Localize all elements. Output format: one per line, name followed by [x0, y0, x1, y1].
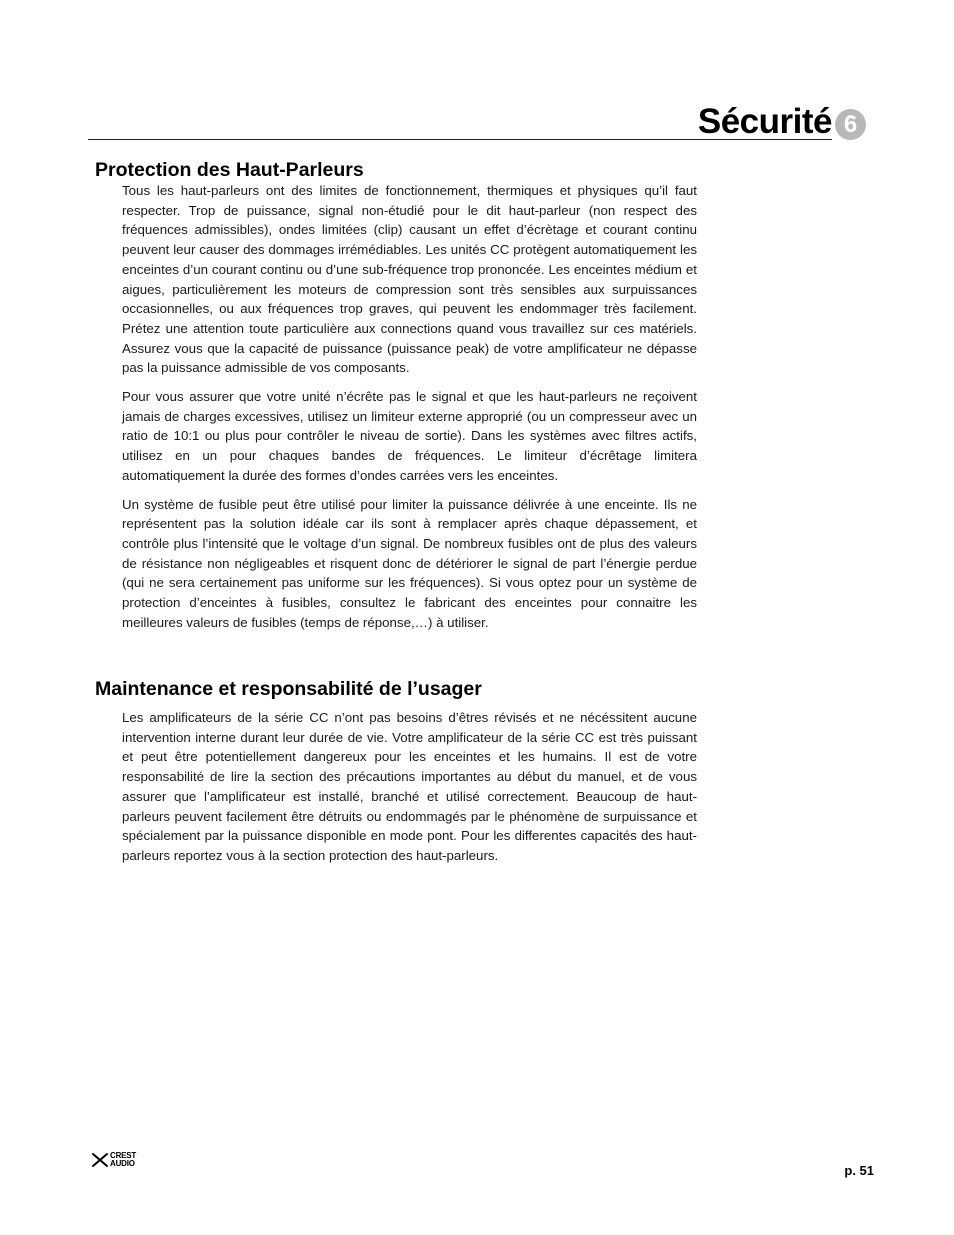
section-heading-speaker-protection: Protection des Haut-Parleurs — [95, 159, 364, 181]
paragraph: Pour vous assurer que votre unité n’écrête pas le signal et que les haut-parleurs ne reçoivent jamais de charges excessives, utilisez un limiteur externe approprié (ou un compresseur avec un ratio de 10:1 ou plus pour contrôler le niveau de sortie). Dans les systèmes avec filtres actifs, utilisez en un pour chaques bandes de fréquences. Le limiteur d’écrêtage limitera automatiquement la durée des formes d’ondes carrées vers les enceintes. — [122, 389, 697, 483]
logo-line-2: AUDIO — [110, 1158, 135, 1168]
section-body-maintenance — [122, 708, 697, 875]
header-rule — [88, 139, 832, 140]
page-number: p. 51 — [844, 1163, 874, 1178]
paragraph: Tous les haut-parleurs ont des limites de fonctionnement, thermiques et physiques qu’il faut respecter. Trop de puissance, signal non-étudié pour le dit haut-parleur (non respect des fréquences admissibles), ondes limitées (clip) causant un effet d’écrètage et courant continu peuvent leur causer des dommages irrémédiables. Les unités CC protègent automatiquement les enceintes d’un courant continu ou d’une sub-fréquence trop prononcée. Les enceintes médium et aigues, particulièrement les moteurs de compression sont très sensibles aux surpuissances occasionnelles, ou aux fréquences trop graves, qui peuvent les endommager très facilement. Prétez une attention toute particulière aux connections quand vous travaillez sur ces matériels. Assurez vous que la capacité de puissance (puissance peak) de votre amplificateur ne dépasse pas la puissance admissible de vos composants. — [122, 183, 697, 376]
crest-audio-logo — [91, 1151, 136, 1168]
section-heading-maintenance: Maintenance et responsabilité de l’usager — [95, 678, 482, 700]
logo-wordmark — [110, 1152, 136, 1167]
chapter-number-badge: 6 — [835, 109, 866, 140]
chapter-title: Sécurité — [697, 102, 832, 141]
section-body-speaker-protection — [122, 181, 697, 641]
paragraph: Les amplificateurs de la série CC n’ont pas besoins d’êtres révisés et ne nécéssitent aucune intervention interne durant leur durée de vie. Votre amplificateur de la série CC est très puissant et peut être potentiellement dangereux pour les enceintes et les humains. Il est de votre responsabilité de lire la section des précautions importantes au début du manuel, et de vous assurer que l’amplificateur est installé, branché et utilisé correctement. Beaucoup de haut-parleurs peuvent facilement être détruits ou endommagés par le phénomène de surpuissance et spécialement par la puissance disponible en mode pont. Pour les differentes capacités des haut-parleurs reportez vous à la section protection des haut-parleurs. — [122, 710, 697, 863]
paragraph: Un système de fusible peut être utilisé pour limiter la puissance délivrée à une enceinte. Ils ne représentent pas la solution idéale car ils sont à remplacer après chaque dépassement, et contrôle plus l’intensité que le voltage d’un signal. De nombreux fusibles ont de plus des valeurs de résistance non négligeables et risquent donc de détériorer le signal de part l’énergie perdue (qui ne sera certainement pas uniforme sur les fréquences). Si vous optez pour un système de protection d’enceintes à fusibles, consultez le fabricant des enceintes pour connaitre les meilleures valeurs de fusibles (temps de réponse,…) à utiliser. — [122, 496, 697, 630]
logo-line-1: CREST — [110, 1151, 137, 1160]
crest-audio-logo-icon — [91, 1152, 109, 1168]
